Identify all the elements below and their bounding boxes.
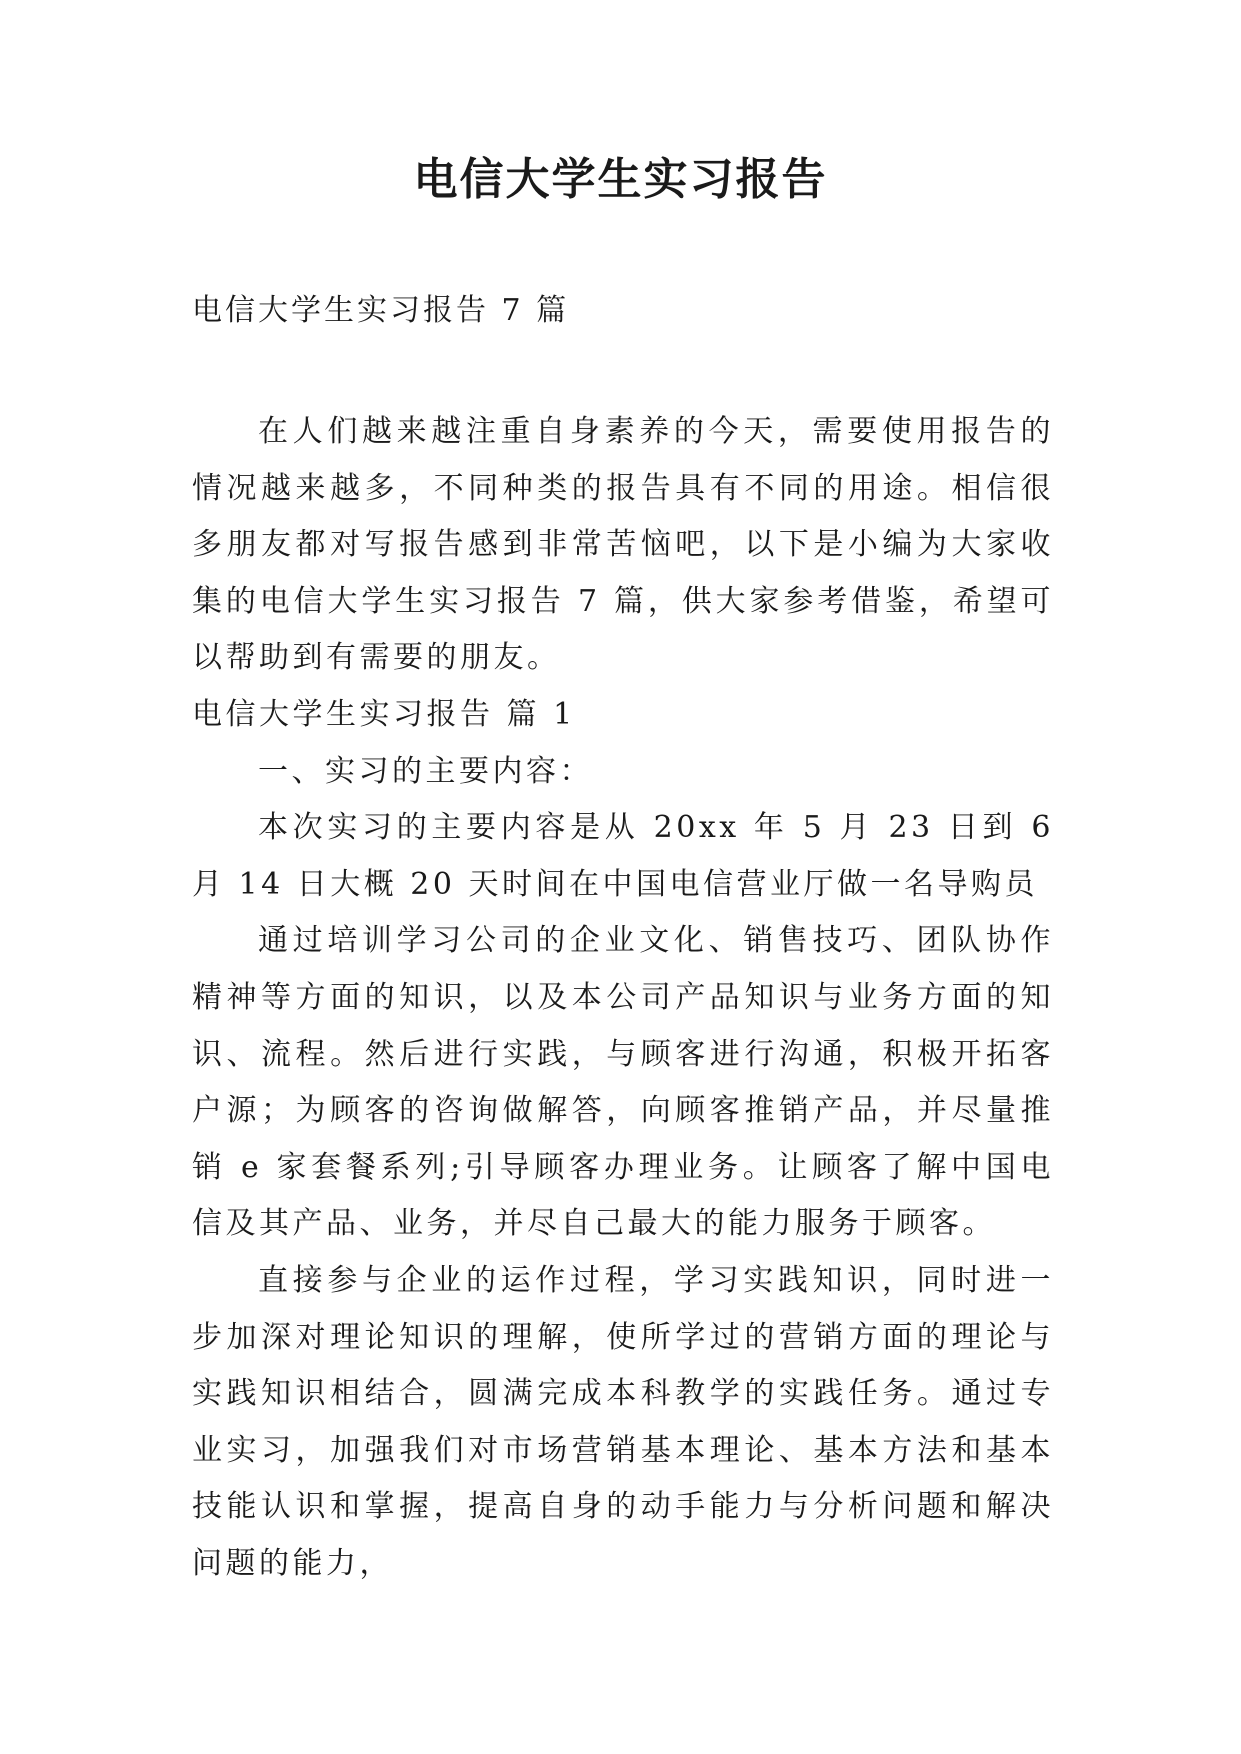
body-paragraph: 通过培训学习公司的企业文化、销售技巧、团队协作精神等方面的知识，以及本公司产品知识与业务方面的知识、流程。然后进行实践，与顾客进行沟通，积极开拓客户源；为顾客的咨询做解答，向顾客推销产品，并尽量推销 e 家套餐系列;引导顾客办理业务。让顾客了解中国电信及其产品、业务，并尽自己最大的能力服务于顾客。 — [192, 923, 1054, 1242]
document-body — [192, 404, 1054, 1592]
document-subtitle: 电信大学生实习报告 7 篇 — [192, 293, 570, 328]
section-heading: 电信大学生实习报告 篇 1 — [192, 696, 576, 732]
body-paragraph: 直接参与企业的运作过程，学习实践知识，同时进一步加深对理论知识的理解，使所学过的营销方面的理论与实践知识相结合，圆满完成本科教学的实践任务。通过专业实习，加强我们对市场营销基本理论、基本方法和基本技能认识和掌握，提高自身的动手能力与分析问题和解决问题的能力， — [192, 1262, 1054, 1581]
subsection-heading: 一、实习的主要内容： — [258, 753, 593, 789]
intro-paragraph: 在人们越来越注重自身素养的今天，需要使用报告的情况越来越多，不同种类的报告具有不同的用途。相信很多朋友都对写报告感到非常苦恼吧，以下是小编为大家收集的电信大学生实习报告 7 篇，供大家参考借鉴，希望可以帮助到有需要的朋友。 — [192, 414, 1054, 676]
body-paragraph: 本次实习的主要内容是从 20xx 年 5 月 23 日到 6 月 14 日大概 20 天时间在中国电信营业厅做一名导购员 — [192, 810, 1054, 902]
document-title: 电信大学生实习报告 — [413, 154, 828, 205]
